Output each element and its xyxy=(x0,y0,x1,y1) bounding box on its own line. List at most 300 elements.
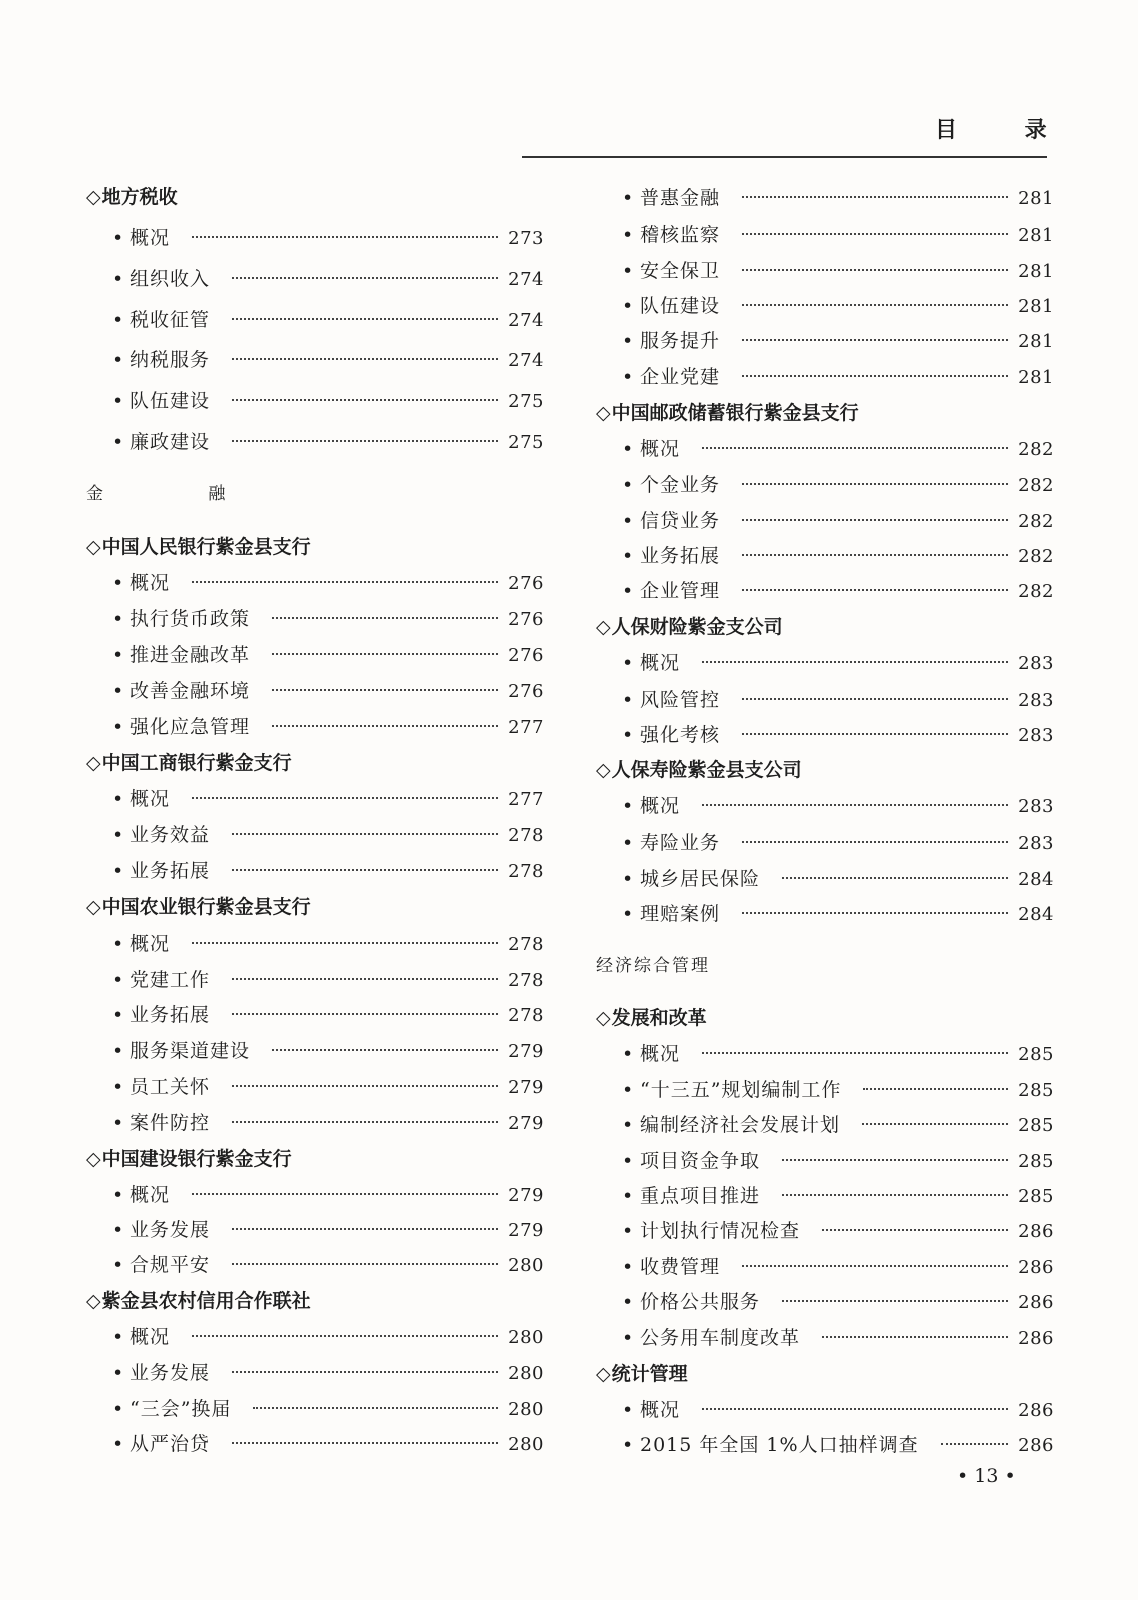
toc-entry-page: 279 xyxy=(508,1220,544,1241)
bullet-icon: • xyxy=(622,1291,634,1313)
toc-entry xyxy=(596,470,1056,500)
toc-entry-label: 概况 xyxy=(130,1326,171,1348)
toc-entry-page: 285 xyxy=(1018,1044,1054,1065)
dot-leader xyxy=(742,375,1008,377)
bullet-icon: • xyxy=(112,1398,124,1420)
toc-entry-label: 安全保卫 xyxy=(640,260,721,282)
toc-entry-page: 282 xyxy=(1018,439,1054,460)
dot-leader xyxy=(782,877,1008,879)
bullet-icon: • xyxy=(112,1219,124,1241)
bullet-icon: • xyxy=(112,1076,124,1098)
dot-leader xyxy=(232,277,498,279)
bullet-icon: • xyxy=(622,474,634,496)
toc-entry xyxy=(86,820,546,850)
toc-section-heading xyxy=(596,1003,1056,1033)
toc-entry-label: 价格公共服务 xyxy=(640,1291,761,1313)
toc-entry-page: 285 xyxy=(1018,1080,1054,1101)
category-title: 经济综合管理 xyxy=(596,956,710,976)
bullet-icon: • xyxy=(622,260,634,282)
toc-entry-label: 员工关怀 xyxy=(130,1076,211,1098)
toc-entry-page: 284 xyxy=(1018,904,1054,925)
toc-entry-label: 执行货币政策 xyxy=(130,608,251,630)
section-title: 中国工商银行紫金支行 xyxy=(101,752,292,774)
diamond-icon: ◇ xyxy=(596,616,611,638)
bullet-icon: • xyxy=(112,824,124,846)
toc-entry-label: 队伍建设 xyxy=(130,390,211,412)
toc-entry xyxy=(86,1394,546,1424)
bullet-icon: • xyxy=(622,580,634,602)
toc-entry-page: 284 xyxy=(1018,869,1054,890)
bullet-icon: • xyxy=(622,295,634,317)
dot-leader xyxy=(941,1443,1009,1445)
toc-entry-page: 279 xyxy=(508,1113,544,1134)
toc-entry xyxy=(86,568,546,598)
diamond-icon: ◇ xyxy=(596,1363,611,1385)
toc-entry-label: 业务拓展 xyxy=(130,860,211,882)
toc-entry-label: 合规平安 xyxy=(130,1254,211,1276)
bullet-icon: • xyxy=(622,1256,634,1278)
toc-entry-label: 业务发展 xyxy=(130,1219,211,1241)
bullet-icon: • xyxy=(112,933,124,955)
toc-entry xyxy=(596,434,1056,464)
dot-leader xyxy=(192,797,498,799)
toc-entry-page: 278 xyxy=(508,825,544,846)
toc-entry-page: 283 xyxy=(1018,796,1054,817)
toc-entry-label: 概况 xyxy=(640,652,681,674)
toc-entry-page: 276 xyxy=(508,573,544,594)
bullet-icon: • xyxy=(112,608,124,630)
toc-entry-page: 285 xyxy=(1018,1186,1054,1207)
toc-entry-page: 285 xyxy=(1018,1115,1054,1136)
toc-section-heading xyxy=(596,612,1056,642)
section-title: 人保财险紫金支公司 xyxy=(611,616,783,638)
toc-entry-label: 编制经济社会发展计划 xyxy=(640,1114,841,1136)
toc-entry xyxy=(86,1250,546,1280)
toc-entry-label: 纳税服务 xyxy=(130,349,211,371)
dot-leader xyxy=(822,1229,1008,1231)
toc-entry xyxy=(596,1287,1056,1317)
dot-leader xyxy=(272,1049,498,1051)
section-title: 中国农业银行紫金县支行 xyxy=(101,896,311,918)
toc-entry-page: 281 xyxy=(1018,261,1054,282)
section-title: 中国建设银行紫金支行 xyxy=(101,1148,292,1170)
toc-entry xyxy=(86,965,546,995)
bullet-icon: • xyxy=(622,330,634,352)
dot-leader xyxy=(742,339,1008,341)
toc-section-heading xyxy=(86,748,546,778)
dot-leader xyxy=(192,1335,498,1337)
toc-entry-page: 286 xyxy=(1018,1292,1054,1313)
toc-entry-label: 城乡居民保险 xyxy=(640,868,761,890)
toc-entry-page: 286 xyxy=(1018,1435,1054,1456)
toc-entry xyxy=(596,648,1056,678)
dot-leader xyxy=(232,1121,498,1123)
toc-entry xyxy=(86,264,546,294)
toc-entry-label: 业务拓展 xyxy=(130,1004,211,1026)
bullet-icon: • xyxy=(622,1399,634,1421)
toc-category-heading xyxy=(596,951,1056,981)
bullet-icon: • xyxy=(112,1184,124,1206)
toc-entry xyxy=(596,1181,1056,1211)
toc-entry-page: 278 xyxy=(508,970,544,991)
toc-entry-page: 276 xyxy=(508,609,544,630)
bullet-icon: • xyxy=(622,868,634,890)
toc-entry-page: 279 xyxy=(508,1185,544,1206)
toc-entry xyxy=(86,305,546,335)
toc-entry-page: 277 xyxy=(508,717,544,738)
bullet-icon: • xyxy=(112,1004,124,1026)
bullet-icon: • xyxy=(622,1043,634,1065)
bullet-icon: • xyxy=(622,1220,634,1242)
toc-entry-page: 281 xyxy=(1018,296,1054,317)
toc-entry xyxy=(86,223,546,253)
dot-leader xyxy=(272,689,498,691)
dot-leader xyxy=(232,1263,498,1265)
toc-entry-label: 概况 xyxy=(130,788,171,810)
page-header-title: 目 录 xyxy=(935,118,1077,143)
toc-entry-label: 概况 xyxy=(130,1184,171,1206)
toc-entry-page: 279 xyxy=(508,1077,544,1098)
toc-entry-label: 强化考核 xyxy=(640,724,721,746)
toc-section-heading xyxy=(596,398,1056,428)
toc-entry xyxy=(86,1215,546,1245)
bullet-icon: • xyxy=(112,1326,124,1348)
dot-leader xyxy=(862,1123,1008,1125)
dot-leader xyxy=(782,1159,1008,1161)
toc-entry-page: 275 xyxy=(508,391,544,412)
toc-section-heading xyxy=(596,1359,1056,1389)
toc-entry-page: 285 xyxy=(1018,1151,1054,1172)
toc-entry-page: 280 xyxy=(508,1363,544,1384)
toc-entry-label: 稽核监察 xyxy=(640,224,721,246)
dot-leader xyxy=(232,978,498,980)
dot-leader xyxy=(742,1265,1008,1267)
dot-leader xyxy=(232,869,498,871)
toc-entry-label: 概况 xyxy=(640,438,681,460)
toc-entry xyxy=(86,1180,546,1210)
dot-leader xyxy=(232,1013,498,1015)
toc-entry-page: 282 xyxy=(1018,546,1054,567)
bullet-icon: • xyxy=(622,652,634,674)
toc-entry-label: 企业党建 xyxy=(640,366,721,388)
section-title: 地方税收 xyxy=(101,186,178,208)
toc-entry-label: 从严治贷 xyxy=(130,1433,211,1455)
toc-entry-label: 寿险业务 xyxy=(640,832,721,854)
toc-entry-label: 概况 xyxy=(130,572,171,594)
toc-entry xyxy=(86,1072,546,1102)
bullet-icon: • xyxy=(622,366,634,388)
toc-entry xyxy=(86,345,546,375)
bullet-icon: • xyxy=(622,438,634,460)
toc-entry-page: 281 xyxy=(1018,225,1054,246)
bullet-icon: • xyxy=(622,1185,634,1207)
toc-entry-page: 280 xyxy=(508,1327,544,1348)
diamond-icon: ◇ xyxy=(86,896,101,918)
dot-leader xyxy=(192,236,498,238)
toc-entry-label: 项目资金争取 xyxy=(640,1150,761,1172)
category-title: 金 融 xyxy=(86,484,276,504)
toc-entry-label: 计划执行情况检查 xyxy=(640,1220,801,1242)
bullet-icon: • xyxy=(622,795,634,817)
toc-entry xyxy=(86,1108,546,1138)
dot-leader xyxy=(232,1371,498,1373)
toc-entry-page: 283 xyxy=(1018,653,1054,674)
bullet-icon: • xyxy=(112,349,124,371)
toc-category-heading xyxy=(86,479,546,509)
toc-entry xyxy=(596,864,1056,894)
bullet-icon: • xyxy=(622,545,634,567)
bullet-icon: • xyxy=(112,969,124,991)
toc-entry-page: 274 xyxy=(508,310,544,331)
toc-entry xyxy=(86,929,546,959)
dot-leader xyxy=(742,269,1008,271)
toc-entry xyxy=(86,1429,546,1459)
bullet-icon: • xyxy=(622,1114,634,1136)
dot-leader xyxy=(192,1193,498,1195)
toc-entry-page: 274 xyxy=(508,269,544,290)
toc-entry xyxy=(596,720,1056,750)
toc-entry-page: 273 xyxy=(508,228,544,249)
dot-leader xyxy=(742,698,1008,700)
toc-entry-page: 274 xyxy=(508,350,544,371)
dot-leader xyxy=(232,358,498,360)
dot-leader xyxy=(232,318,498,320)
dot-leader xyxy=(742,841,1008,843)
dot-leader xyxy=(742,483,1008,485)
toc-section-heading xyxy=(596,755,1056,785)
toc-entry-page: 280 xyxy=(508,1255,544,1276)
bullet-icon: • xyxy=(112,268,124,290)
toc-entry-label: 企业管理 xyxy=(640,580,721,602)
toc-entry xyxy=(86,1358,546,1388)
dot-leader xyxy=(272,617,498,619)
toc-entry xyxy=(596,1430,1056,1460)
toc-entry-page: 276 xyxy=(508,681,544,702)
toc-entry xyxy=(596,362,1056,392)
toc-entry-page: 283 xyxy=(1018,690,1054,711)
toc-entry-label: 税收征管 xyxy=(130,309,211,331)
toc-entry xyxy=(596,291,1056,321)
bullet-icon: • xyxy=(112,227,124,249)
section-title: 中国人民银行紫金县支行 xyxy=(101,536,311,558)
dot-leader xyxy=(232,1228,498,1230)
toc-entry-page: 279 xyxy=(508,1041,544,1062)
toc-entry xyxy=(86,1036,546,1066)
toc-entry xyxy=(596,576,1056,606)
toc-entry-label: 业务效益 xyxy=(130,824,211,846)
toc-entry xyxy=(596,506,1056,536)
toc-entry-page: 282 xyxy=(1018,511,1054,532)
toc-entry xyxy=(596,220,1056,250)
diamond-icon: ◇ xyxy=(596,402,611,424)
toc-entry xyxy=(596,541,1056,571)
toc-entry-page: 282 xyxy=(1018,581,1054,602)
bullet-icon: • xyxy=(622,832,634,854)
dot-leader xyxy=(742,304,1008,306)
toc-entry-page: 276 xyxy=(508,645,544,666)
toc-entry-label: 强化应急管理 xyxy=(130,716,251,738)
toc-entry xyxy=(596,183,1056,213)
toc-entry-label: 2015 年全国 1%人口抽样调查 xyxy=(640,1434,919,1456)
toc-entry-page: 286 xyxy=(1018,1257,1054,1278)
diamond-icon: ◇ xyxy=(596,759,611,781)
toc-entry-label: 公务用车制度改革 xyxy=(640,1327,801,1349)
toc-entry xyxy=(596,1039,1056,1069)
toc-entry xyxy=(86,856,546,886)
toc-entry xyxy=(596,256,1056,286)
dot-leader xyxy=(782,1300,1008,1302)
toc-entry xyxy=(596,1075,1056,1105)
toc-entry-page: 281 xyxy=(1018,367,1054,388)
dot-leader xyxy=(742,196,1008,198)
section-title: 统计管理 xyxy=(611,1363,688,1385)
toc-entry-label: 概况 xyxy=(130,933,171,955)
section-title: 发展和改革 xyxy=(611,1007,707,1029)
toc-entry-label: 个金业务 xyxy=(640,474,721,496)
dot-leader xyxy=(253,1407,498,1409)
bullet-icon: • xyxy=(622,903,634,925)
dot-leader xyxy=(232,1442,498,1444)
toc-entry-label: 概况 xyxy=(640,1399,681,1421)
toc-entry-page: 278 xyxy=(508,861,544,882)
bullet-icon: • xyxy=(112,1040,124,1062)
toc-entry-page: 278 xyxy=(508,934,544,955)
toc-entry xyxy=(596,326,1056,356)
toc-entry-label: “十三五”规划编制工作 xyxy=(640,1079,842,1101)
toc-entry-page: 281 xyxy=(1018,331,1054,352)
toc-entry-page: 277 xyxy=(508,789,544,810)
bullet-icon: • xyxy=(112,431,124,453)
diamond-icon: ◇ xyxy=(86,1290,101,1312)
diamond-icon: ◇ xyxy=(86,1148,101,1170)
dot-leader xyxy=(232,833,498,835)
toc-entry xyxy=(86,712,546,742)
bullet-icon: • xyxy=(622,724,634,746)
dot-leader xyxy=(702,661,1008,663)
toc-entry-label: 推进金融改革 xyxy=(130,644,251,666)
toc-entry-label: 重点项目推进 xyxy=(640,1185,761,1207)
toc-entry-label: 廉政建设 xyxy=(130,431,211,453)
toc-entry-page: 283 xyxy=(1018,725,1054,746)
dot-leader xyxy=(702,447,1008,449)
bullet-icon: • xyxy=(622,689,634,711)
toc-entry-page: 286 xyxy=(1018,1400,1054,1421)
toc-entry-page: 282 xyxy=(1018,475,1054,496)
toc-entry xyxy=(86,386,546,416)
dot-leader xyxy=(702,1408,1008,1410)
toc-entry-label: 队伍建设 xyxy=(640,295,721,317)
toc-entry-label: 信贷业务 xyxy=(640,510,721,532)
toc-entry xyxy=(86,604,546,634)
bullet-icon: • xyxy=(622,1327,634,1349)
section-title: 中国邮政储蓄银行紫金县支行 xyxy=(611,402,859,424)
dot-leader xyxy=(742,519,1008,521)
page-number: • 13 • xyxy=(957,1465,1016,1487)
toc-entry xyxy=(596,685,1056,715)
dot-leader xyxy=(742,589,1008,591)
bullet-icon: • xyxy=(112,1112,124,1134)
dot-leader xyxy=(742,554,1008,556)
toc-section-heading xyxy=(86,182,546,212)
toc-entry-label: 普惠金融 xyxy=(640,187,721,209)
dot-leader xyxy=(742,233,1008,235)
toc-entry-page: 278 xyxy=(508,1005,544,1026)
diamond-icon: ◇ xyxy=(86,752,101,774)
dot-leader xyxy=(192,942,498,944)
toc-entry xyxy=(596,1146,1056,1176)
toc-entry-label: 收费管理 xyxy=(640,1256,721,1278)
bullet-icon: • xyxy=(112,1362,124,1384)
toc-entry-label: 业务发展 xyxy=(130,1362,211,1384)
toc-entry-label: 理赔案例 xyxy=(640,903,721,925)
dot-leader xyxy=(272,725,498,727)
toc-entry-label: 概况 xyxy=(640,1043,681,1065)
header-rule xyxy=(522,156,1047,158)
toc-section-heading xyxy=(86,892,546,922)
toc-entry xyxy=(86,640,546,670)
toc-entry xyxy=(596,791,1056,821)
bullet-icon: • xyxy=(112,390,124,412)
bullet-icon: • xyxy=(112,1433,124,1455)
dot-leader xyxy=(232,1085,498,1087)
toc-section-heading xyxy=(86,1286,546,1316)
section-title: 人保寿险紫金县支公司 xyxy=(611,759,802,781)
toc-section-heading xyxy=(86,1144,546,1174)
bullet-icon: • xyxy=(112,644,124,666)
section-title: 紫金县农村信用合作联社 xyxy=(101,1290,311,1312)
toc-entry xyxy=(86,1000,546,1030)
dot-leader xyxy=(822,1336,1008,1338)
bullet-icon: • xyxy=(622,1079,634,1101)
toc-entry xyxy=(596,899,1056,929)
toc-section-heading xyxy=(86,532,546,562)
bullet-icon: • xyxy=(622,1434,634,1456)
bullet-icon: • xyxy=(622,224,634,246)
diamond-icon: ◇ xyxy=(596,1007,611,1029)
toc-entry xyxy=(596,1323,1056,1353)
toc-entry xyxy=(86,676,546,706)
toc-entry-label: 概况 xyxy=(640,795,681,817)
toc-entry-label: “三会”换届 xyxy=(130,1398,232,1420)
diamond-icon: ◇ xyxy=(86,536,101,558)
bullet-icon: • xyxy=(622,187,634,209)
toc-entry xyxy=(86,784,546,814)
toc-entry-label: 组织收入 xyxy=(130,268,211,290)
bullet-icon: • xyxy=(112,680,124,702)
toc-entry-label: 服务渠道建设 xyxy=(130,1040,251,1062)
toc-entry-page: 281 xyxy=(1018,188,1054,209)
toc-entry-page: 280 xyxy=(508,1399,544,1420)
dot-leader xyxy=(742,733,1008,735)
toc-entry xyxy=(596,828,1056,858)
toc-entry-label: 党建工作 xyxy=(130,969,211,991)
toc-entry xyxy=(596,1110,1056,1140)
toc-entry-label: 概况 xyxy=(130,227,171,249)
bullet-icon: • xyxy=(112,1254,124,1276)
toc-entry xyxy=(86,1322,546,1352)
toc-entry-page: 275 xyxy=(508,432,544,453)
bullet-icon: • xyxy=(112,716,124,738)
dot-leader xyxy=(742,912,1008,914)
toc-entry xyxy=(596,1252,1056,1282)
toc-entry-page: 280 xyxy=(508,1434,544,1455)
bullet-icon: • xyxy=(112,788,124,810)
dot-leader xyxy=(702,1052,1008,1054)
toc-entry-page: 286 xyxy=(1018,1221,1054,1242)
bullet-icon: • xyxy=(112,572,124,594)
dot-leader xyxy=(782,1194,1008,1196)
toc-entry xyxy=(86,427,546,457)
